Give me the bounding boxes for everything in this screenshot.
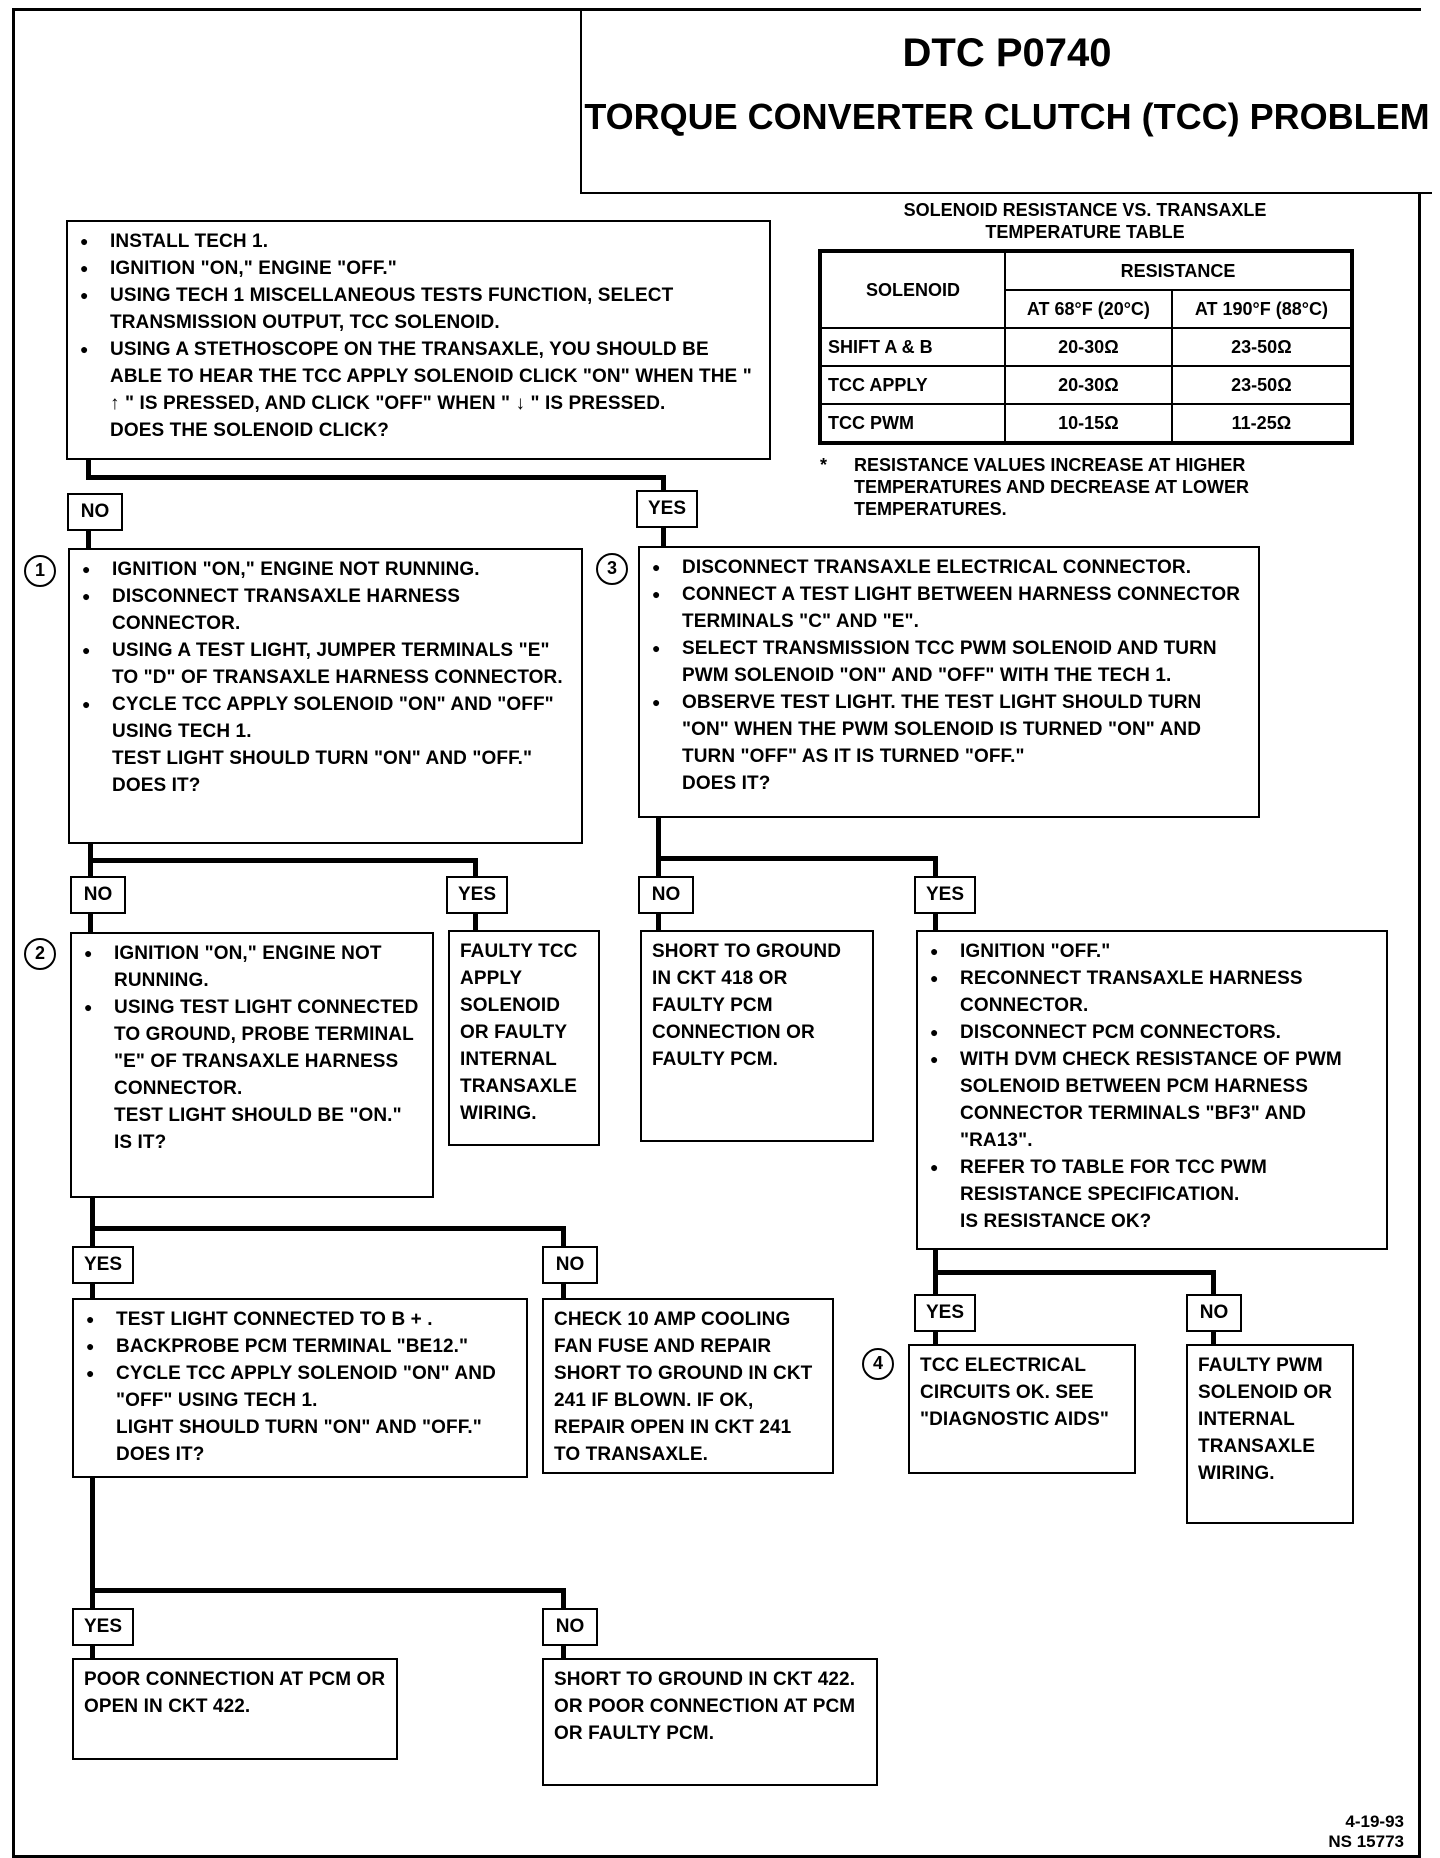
table-cell: 11-25Ω xyxy=(1172,404,1352,443)
start-item: ● IGNITION "ON," ENGINE "OFF." xyxy=(78,255,759,282)
start-question: DOES THE SOLENOID CLICK? xyxy=(110,420,389,441)
step-number-3: 3 xyxy=(596,553,628,585)
footer xyxy=(1280,1812,1404,1852)
step-2-item: ● IGNITION "ON," ENGINE NOT RUNNING. xyxy=(82,940,422,994)
table-row xyxy=(820,404,1352,443)
pcm-backprobe-step-box xyxy=(72,1298,528,1478)
step-number-4: 4 xyxy=(862,1348,894,1380)
start-box xyxy=(66,220,771,460)
yes-label: YES xyxy=(72,1608,134,1646)
connector xyxy=(86,530,91,550)
yes-label: YES xyxy=(914,876,976,914)
table-cell: 20-30Ω xyxy=(1005,366,1172,404)
step-1-question: TEST LIGHT SHOULD TURN "ON" AND "OFF." DOES IT? xyxy=(112,748,533,796)
connector xyxy=(561,1226,566,1248)
result-poor-connection-pcm: POOR CONNECTION AT PCM OR OPEN IN CKT 422. xyxy=(72,1658,398,1760)
table-header: RESISTANCE xyxy=(1005,251,1352,290)
no-label: NO xyxy=(542,1246,598,1284)
table-header: SOLENOID xyxy=(820,251,1005,328)
footer-doc-number: NS 15773 xyxy=(1328,1832,1404,1851)
connector xyxy=(88,914,93,934)
connector xyxy=(661,526,666,548)
pwm-step-item: ● REFER TO TABLE FOR TCC PWM RESISTANCE SPECIFICATION. xyxy=(928,1154,1376,1208)
pwm-resistance-step-box xyxy=(916,930,1388,1250)
table-header: AT 68°F (20°C) xyxy=(1005,290,1172,328)
step-1-item: ● CYCLE TCC APPLY SOLENOID "ON" AND "OFF" USING TECH 1. xyxy=(80,691,571,745)
table-title: SOLENOID RESISTANCE VS. TRANSAXLE TEMPERATURE TABLE xyxy=(903,200,1267,242)
table-header: AT 190°F (88°C) xyxy=(1172,290,1352,328)
result-circuits-ok: TCC ELECTRICAL CIRCUITS OK. SEE "DIAGNOSTIC AIDS" xyxy=(908,1344,1136,1474)
connector xyxy=(90,1588,566,1593)
step-2-question: TEST LIGHT SHOULD BE "ON." IS IT? xyxy=(114,1105,402,1153)
pwm-step-question: IS RESISTANCE OK? xyxy=(960,1211,1152,1232)
table-cell: TCC PWM xyxy=(820,404,1005,443)
table-cell: 10-15Ω xyxy=(1005,404,1172,443)
table-cell: 20-30Ω xyxy=(1005,328,1172,366)
table-cell: TCC APPLY xyxy=(820,366,1005,404)
connector xyxy=(86,458,91,476)
connector xyxy=(88,858,478,863)
connector xyxy=(86,475,666,480)
no-label: NO xyxy=(638,876,694,914)
start-item: ● USING A STETHOSCOPE ON THE TRANSAXLE, YOU SHOULD BE ABLE TO HEAR THE TCC APPLY SOLENOID CLICK "ON" WHEN THE " ↑ " IS PRESSED, AND CLICK "OFF" WHEN " ↓ " IS PRESSED. xyxy=(78,336,759,417)
page-title: TORQUE CONVERTER CLUTCH (TCC) PROBLEM xyxy=(584,96,1430,137)
step-1-item: ● DISCONNECT TRANSAXLE HARNESS CONNECTOR. xyxy=(80,583,571,637)
start-item: ● INSTALL TECH 1. xyxy=(78,228,759,255)
no-label: NO xyxy=(542,1608,598,1646)
table-row xyxy=(820,366,1352,404)
pcm-step-item: ● BACKPROBE PCM TERMINAL "BE12." xyxy=(84,1333,516,1360)
step-1-box xyxy=(68,548,583,844)
note-asterisk: * xyxy=(820,455,828,475)
step-3-question: DOES IT? xyxy=(682,773,771,794)
footer-date: 4-19-93 xyxy=(1345,1812,1404,1831)
table-cell: 23-50Ω xyxy=(1172,366,1352,404)
no-label: NO xyxy=(1186,1294,1242,1332)
yes-label: YES xyxy=(446,876,508,914)
pcm-step-question: LIGHT SHOULD TURN "ON" AND "OFF." DOES IT? xyxy=(116,1417,482,1465)
step-3-item: ● OBSERVE TEST LIGHT. THE TEST LIGHT SHOULD TURN "ON" WHEN THE PWM SOLENOID IS TURNED "ON" AND TURN "OFF" AS IT IS TURNED "OFF." xyxy=(650,689,1248,770)
note-text: RESISTANCE VALUES INCREASE AT HIGHER TEMPERATURES AND DECREASE AT LOWER TEMPERATURES. xyxy=(854,455,1250,519)
connector xyxy=(90,1226,566,1231)
pcm-step-item: ● TEST LIGHT CONNECTED TO B + . xyxy=(84,1306,516,1333)
result-faulty-tcc-solenoid: FAULTY TCC APPLY SOLENOID OR FAULTY INTERNAL TRANSAXLE WIRING. xyxy=(448,930,600,1146)
connector xyxy=(473,858,478,878)
step-1-item: ● IGNITION "ON," ENGINE NOT RUNNING. xyxy=(80,556,571,583)
pcm-step-item: ● CYCLE TCC APPLY SOLENOID "ON" AND "OFF" USING TECH 1. xyxy=(84,1360,516,1414)
connector xyxy=(1211,1270,1216,1296)
connector xyxy=(656,856,938,861)
step-number-1: 1 xyxy=(24,555,56,587)
step-3-item: ● DISCONNECT TRANSAXLE ELECTRICAL CONNECTOR. xyxy=(650,554,1248,581)
connector xyxy=(933,1270,1216,1275)
step-3-box xyxy=(638,546,1260,818)
pwm-step-item: ● WITH DVM CHECK RESISTANCE OF PWM SOLENOID BETWEEN PCM HARNESS CONNECTOR TERMINALS "BF3" AND "RA13". xyxy=(928,1046,1376,1154)
connector xyxy=(561,1588,566,1610)
title-block xyxy=(580,11,1432,194)
table-note xyxy=(820,454,1340,520)
yes-label: YES xyxy=(72,1246,134,1284)
result-faulty-pwm-solenoid: FAULTY PWM SOLENOID OR INTERNAL TRANSAXLE WIRING. xyxy=(1186,1344,1354,1524)
no-label: NO xyxy=(70,876,126,914)
no-label: NO xyxy=(67,493,123,531)
result-short-ckt-422: SHORT TO GROUND IN CKT 422. OR POOR CONNECTION AT PCM OR FAULTY PCM. xyxy=(542,1658,878,1786)
yes-label: YES xyxy=(636,490,698,528)
step-3-item: ● CONNECT A TEST LIGHT BETWEEN HARNESS CONNECTOR TERMINALS "C" AND "E". xyxy=(650,581,1248,635)
yes-label: YES xyxy=(914,1294,976,1332)
table-cell: 23-50Ω xyxy=(1172,328,1352,366)
connector xyxy=(90,1196,95,1248)
resistance-table xyxy=(818,249,1354,445)
pwm-step-item: ● DISCONNECT PCM CONNECTORS. xyxy=(928,1019,1376,1046)
step-3-item: ● SELECT TRANSMISSION TCC PWM SOLENOID AND TURN PWM SOLENOID "ON" AND "OFF" WITH THE TECH 1. xyxy=(650,635,1248,689)
step-number-2: 2 xyxy=(24,938,56,970)
start-item: ● USING TECH 1 MISCELLANEOUS TESTS FUNCTION, SELECT TRANSMISSION OUTPUT, TCC SOLENOID. xyxy=(78,282,759,336)
pwm-step-item: ● IGNITION "OFF." xyxy=(928,938,1376,965)
step-2-item: ● USING TEST LIGHT CONNECTED TO GROUND, PROBE TERMINAL "E" OF TRANSAXLE HARNESS CONNECTOR. xyxy=(82,994,422,1102)
result-cooling-fan-fuse: CHECK 10 AMP COOLING FAN FUSE AND REPAIR SHORT TO GROUND IN CKT 241 IF BLOWN. IF OK, REPAIR OPEN IN CKT 241 TO TRANSAXLE. xyxy=(542,1298,834,1474)
connector xyxy=(933,856,938,878)
step-1-item: ● USING A TEST LIGHT, JUMPER TERMINALS "E" TO "D" OF TRANSAXLE HARNESS CONNECTOR. xyxy=(80,637,571,691)
table-row xyxy=(820,328,1352,366)
dtc-code: DTC P0740 xyxy=(902,31,1112,75)
pwm-step-item: ● RECONNECT TRANSAXLE HARNESS CONNECTOR. xyxy=(928,965,1376,1019)
connector xyxy=(656,818,661,878)
connector xyxy=(473,914,478,930)
table-cell: SHIFT A & B xyxy=(820,328,1005,366)
result-short-ckt-418: SHORT TO GROUND IN CKT 418 OR FAULTY PCM CONNECTION OR FAULTY PCM. xyxy=(640,930,874,1142)
step-2-box xyxy=(70,932,434,1198)
